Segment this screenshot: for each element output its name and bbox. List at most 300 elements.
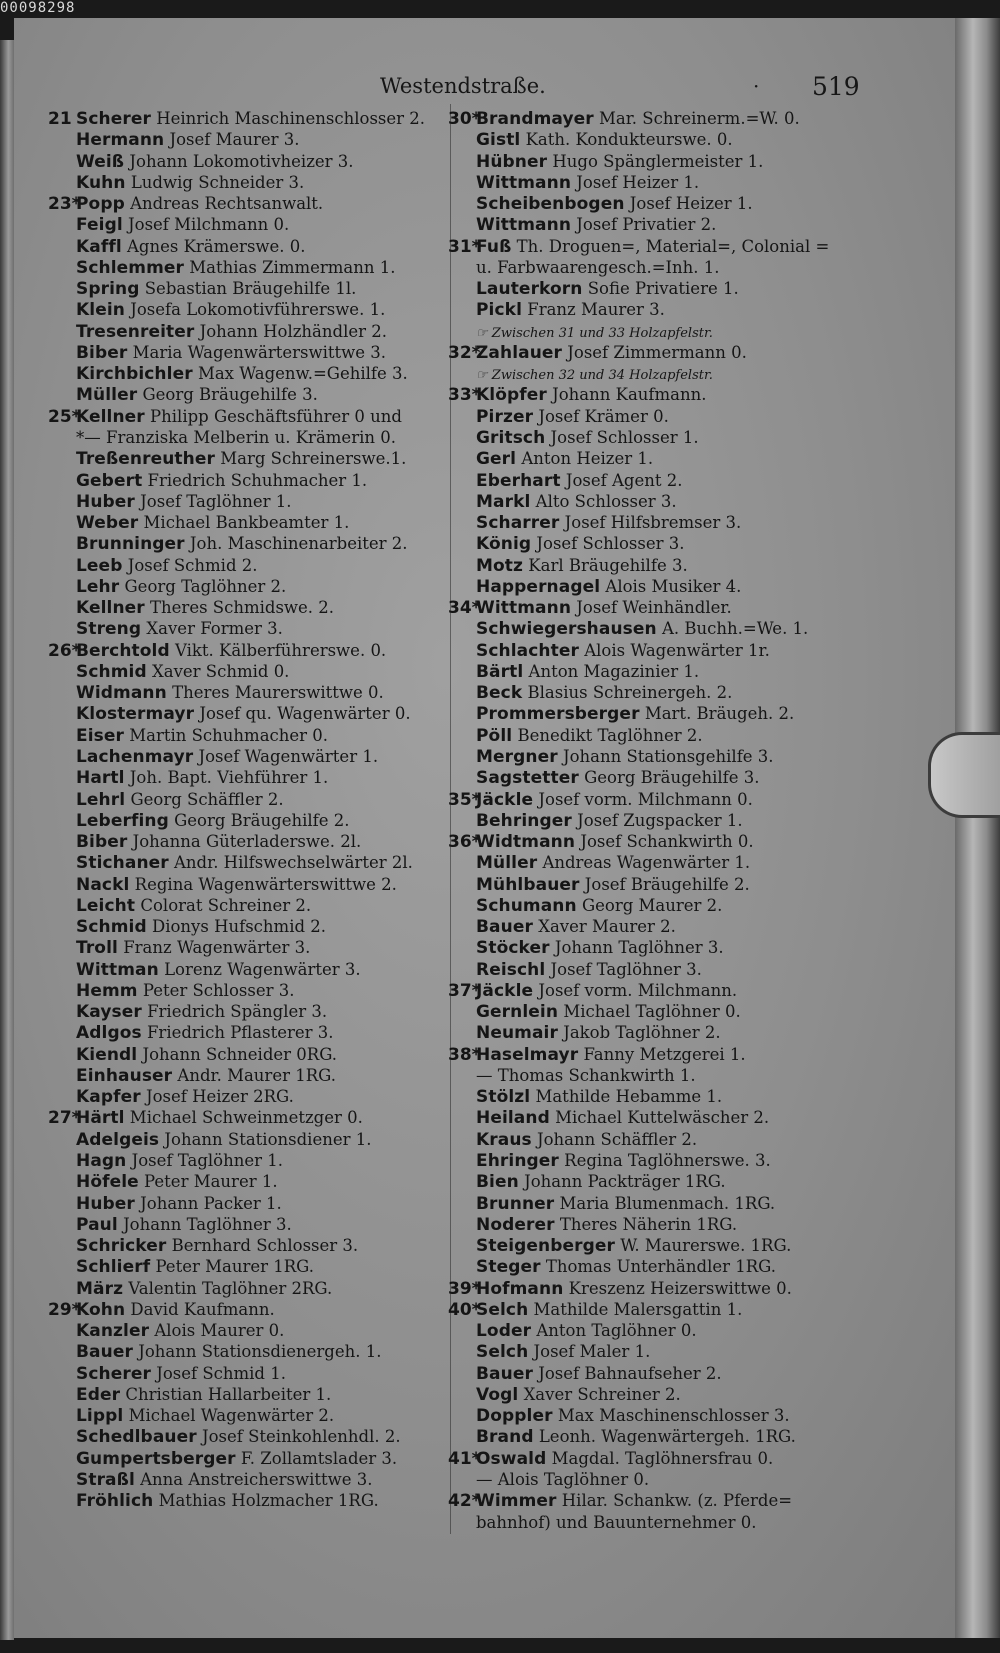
resident-surname: Troll [76,938,118,959]
resident-surname: Widmann [76,683,167,704]
resident-details: u. Farbwaarengesch.=Inh. 1. [476,257,720,277]
directory-entry [48,1129,444,1150]
house-number: 29* [48,1299,81,1320]
directory-entry [48,640,444,661]
house-number: 38* [448,1044,481,1065]
directory-entry [448,384,848,405]
resident-details: Johann Stationsgehilfe 3. [562,746,774,766]
directory-entry [48,406,444,427]
resident-details: Xaver Schmid 0. [151,661,290,681]
directory-entry [48,321,444,342]
resident-surname: Schlierf [76,1257,151,1278]
house-number: 32* [448,342,481,363]
directory-entry [448,682,848,703]
directory-entry [448,427,848,448]
directory-entry [48,703,444,724]
resident-surname: März [76,1278,124,1299]
house-number: 41* [448,1448,481,1469]
resident-surname: Wittmann [476,598,572,619]
directory-entry [48,1469,444,1490]
resident-details: Michael Taglöhner 0. [563,1002,741,1022]
resident-details: Michael Wagenwärter 2. [128,1406,335,1426]
directory-entry [448,959,848,980]
resident-surname: Leeb [76,555,123,576]
directory-entry [48,1001,444,1022]
resident-surname: Fuß [476,236,512,257]
resident-surname: Höfele [76,1172,139,1193]
resident-surname: Haselmayr [476,1044,579,1065]
directory-entry [48,1193,444,1214]
house-number: 33* [448,385,481,406]
directory-entry [48,895,444,916]
resident-surname: Motz [476,555,524,576]
resident-details: Georg Bräugehilfe 2. [174,810,350,830]
resident-surname: Neumair [476,1023,558,1044]
resident-details: Joh. Bapt. Viehführer 1. [129,768,329,788]
resident-surname: Behringer [476,810,572,831]
directory-entry [448,342,848,363]
resident-details: Johann Packer 1. [140,1193,282,1213]
resident-surname: Lehr [76,576,120,597]
directory-entry [48,491,444,512]
resident-surname: Weber [76,513,139,534]
directory-entry [448,236,848,257]
resident-details: Johann Packträger 1RG. [524,1172,726,1192]
resident-details: Xaver Schreiner 2. [523,1384,681,1404]
directory-entry [48,1363,444,1384]
previous-page-edge [0,40,14,1640]
resident-surname: Adelgeis [76,1129,160,1150]
directory-entry [448,1235,848,1256]
directory-entry [448,895,848,916]
scan-id-label: 00098298 [0,0,76,16]
directory-entry [48,533,444,554]
resident-details: Ludwig Schneider 3. [130,172,305,192]
resident-details: Alois Musiker 4. [605,576,742,596]
resident-details: Josef Privatier 2. [576,215,717,235]
resident-details: Georg Bräugehilfe 3. [142,385,318,405]
resident-details: Sebastian Bräugehilfe 1l. [144,279,357,299]
resident-details: Andr. Maurer 1RG. [177,1065,336,1085]
resident-surname: Kirchbichler [76,364,193,385]
directory-entry [448,533,848,554]
house-number: 40* [448,1299,481,1320]
resident-surname: Happernagel [476,576,601,597]
directory-entry [448,363,848,384]
directory-entry [448,576,848,597]
resident-details: Josef Hilfsbremser 3. [564,513,742,533]
directory-entry [448,1001,848,1022]
resident-details: Andreas Wagenwärter 1. [542,853,751,873]
directory-entry [48,278,444,299]
directory-entry [448,1469,848,1490]
directory-entry [48,512,444,533]
resident-details: Josef Schankwirth 0. [580,832,754,852]
directory-entry [448,874,848,895]
resident-details: Josef Wagenwärter 1. [198,746,379,766]
directory-entry [48,1490,444,1511]
directory-entry [448,746,848,767]
resident-details: Mathilde Malersgattin 1. [533,1299,743,1319]
directory-entry [448,618,848,639]
resident-surname: Kellner [76,406,145,427]
resident-details: Josef Bahnaufseher 2. [538,1363,722,1383]
directory-entry [48,1044,444,1065]
resident-details: Johann Schneider 0RG. [142,1044,338,1064]
resident-details: Mart. Bräugeh. 2. [644,704,795,724]
directory-entry [448,1107,848,1128]
directory-entry [448,1299,848,1320]
resident-surname: Leberfing [76,810,169,831]
directory-entry [448,789,848,810]
directory-entry [48,1426,444,1447]
resident-surname: Prommersberger [476,704,640,725]
resident-details: Josef Krämer 0. [538,406,669,426]
resident-surname: Mühlbauer [476,874,580,895]
directory-entry [448,129,848,150]
resident-surname: Kohn [76,1299,126,1320]
directory-entry [48,1214,444,1235]
directory-entry [48,257,444,278]
resident-surname: Spring [76,279,140,300]
resident-details: Johanna Güterladerswe. 2l. [132,832,362,852]
directory-entry [448,852,848,873]
resident-surname: Wittman [76,959,159,980]
directory-entry [48,1065,444,1086]
resident-details: Andreas Rechtsanwalt. [130,194,324,214]
resident-surname: Gumpertsberger [76,1448,236,1469]
directory-entry [48,1256,444,1277]
directory-entry [48,1086,444,1107]
directory-entry [448,916,848,937]
resident-surname: Scherer [76,109,151,129]
resident-surname: Bauer [476,917,533,938]
resident-details: Th. Droguen=, Material=, Colonial = [516,236,830,256]
resident-surname: Wittmann [476,215,572,236]
resident-details: Marg Schreinerswe.1. [220,449,407,469]
resident-surname: Kellner [76,598,145,619]
resident-surname: Gebert [76,470,143,491]
resident-surname: Müller [476,853,538,874]
directory-entry [48,618,444,639]
resident-details: A. Buchh.=We. 1. [661,619,809,639]
resident-details: Josefa Lokomotivführerswe. 1. [130,300,386,320]
house-number: 30* [448,109,481,129]
resident-surname: Oswald [476,1448,547,1469]
resident-surname: Brunner [476,1193,555,1214]
resident-surname: Hartl [76,768,125,789]
resident-details: Mathias Holzmacher 1RG. [158,1491,379,1511]
directory-entry [48,448,444,469]
resident-surname: Kiendl [76,1044,138,1065]
directory-entry [448,1256,848,1277]
directory-entry [48,682,444,703]
resident-details: Josef Taglöhner 1. [131,1151,283,1171]
directory-entry [448,1405,848,1426]
resident-surname: Scheibenbogen [476,194,625,215]
resident-surname: Treßenreuther [76,449,215,470]
resident-details: Regina Wagenwärterswittwe 2. [134,874,397,894]
resident-details: Mathilde Hebamme 1. [535,1087,723,1107]
directory-entry [48,1171,444,1192]
resident-details: Jakob Taglöhner 2. [563,1023,721,1043]
directory-entry [448,1044,848,1065]
resident-details: Anton Taglöhner 0. [536,1321,697,1341]
directory-entry [448,1171,848,1192]
directory-entry [448,278,848,299]
resident-surname: Selch [476,1342,529,1363]
page-edge-stack [955,18,1000,1638]
resident-surname: Pöll [476,725,513,746]
resident-surname: Doppler [476,1406,553,1427]
resident-surname: Lauterkorn [476,279,583,300]
resident-surname: Hübner [476,151,548,172]
resident-surname: Noderer [476,1214,555,1235]
directory-entry [448,214,848,235]
house-number: 31* [448,236,481,257]
resident-details: Peter Maurer 1. [144,1172,278,1192]
house-number: 42* [448,1491,481,1512]
resident-details: Thomas Unterhändler 1RG. [545,1257,777,1277]
house-number: 26* [48,640,81,661]
resident-surname: Leicht [76,895,136,916]
directory-entry [448,831,848,852]
resident-details: bahnhof) und Bauunternehmer 0. [476,1512,757,1532]
resident-surname: Brand [476,1427,534,1448]
directory-entry [48,576,444,597]
directory-entry [448,257,848,278]
resident-details: Josef Heizer 1. [576,172,700,192]
resident-surname: Bärtl [476,661,524,682]
resident-surname: König [476,534,532,555]
resident-details: Maria Blumenmach. 1RG. [559,1193,776,1213]
resident-surname: Selch [476,1299,529,1320]
resident-details: Johann Stationsdiener 1. [164,1129,372,1149]
resident-surname: Sagstetter [476,768,579,789]
resident-surname: Kraus [476,1129,532,1150]
directory-entry [448,151,848,172]
resident-details: Alto Schlosser 3. [535,491,677,511]
directory-entry [48,1448,444,1469]
cross-street-note: ☞ Zwischen 31 und 33 Holzapfelstr. [476,325,713,341]
resident-surname: Klein [76,300,125,321]
resident-details: Michael Schweinmetzger 0. [129,1108,363,1128]
resident-surname: Weiß [76,151,125,172]
resident-surname: Bien [476,1172,519,1193]
resident-details: Christian Hallarbeiter 1. [125,1384,332,1404]
directory-entry [48,108,444,129]
resident-details: Fanny Metzgerei 1. [583,1044,746,1064]
directory-entry [448,725,848,746]
directory-entry [48,852,444,873]
resident-surname: Lehrl [76,789,126,810]
resident-surname: Lachenmayr [76,746,194,767]
directory-entry [448,108,848,129]
resident-surname: Vogl [476,1384,519,1405]
directory-entry [448,703,848,724]
resident-details: Johann Taglöhner 3. [554,938,724,958]
resident-details: Josef Weinhändler. [576,598,732,618]
resident-surname: Pirzer [476,406,534,427]
resident-surname: Nackl [76,874,130,895]
directory-entry [448,1129,848,1150]
resident-details: Xaver Maurer 2. [538,917,676,937]
cross-street-note: ☞ Zwischen 32 und 34 Holzapfelstr. [476,368,713,384]
directory-entry [448,172,848,193]
directory-entry [448,512,848,533]
directory-entry [448,1448,848,1469]
resident-surname: Schedlbauer [76,1427,197,1448]
resident-details: Vikt. Kälberführerswe. 0. [175,640,387,660]
resident-surname: Steger [476,1257,541,1278]
directory-entry [448,1490,848,1511]
directory-entry [448,1320,848,1341]
page-header-street: Westendstraße. [380,74,546,98]
resident-surname: Straßl [76,1470,135,1490]
resident-surname: Reischl [476,959,546,980]
directory-entry [448,1150,848,1171]
resident-surname: Steigenberger [476,1236,615,1257]
directory-entry [48,151,444,172]
resident-surname: Feigl [76,215,123,236]
directory-entry [448,640,848,661]
directory-entry [448,1512,848,1533]
directory-entry [48,193,444,214]
resident-details: Sofie Privatiere 1. [587,279,739,299]
directory-entry [448,193,848,214]
directory-entry [448,937,848,958]
directory-entry [448,810,848,831]
directory-entry [48,1278,444,1299]
house-number: 27* [48,1108,81,1129]
resident-details: F. Zollamtslader 3. [240,1448,398,1468]
resident-details: Valentin Taglöhner 2RG. [128,1278,333,1298]
resident-details: Friedrich Spängler 3. [147,1002,328,1022]
directory-entry [48,1299,444,1320]
resident-details: Regina Taglöhnerswe. 3. [564,1151,771,1171]
directory-entry [448,1384,848,1405]
directory-entry [48,555,444,576]
resident-details: Hilar. Schankw. (z. Pferde= [561,1491,793,1511]
resident-details: Dionys Hufschmid 2. [151,917,327,937]
directory-entry [48,1150,444,1171]
resident-details: Max Maschinenschlosser 3. [557,1406,790,1426]
resident-surname: Brandmayer [476,109,594,129]
directory-entry [448,1086,848,1107]
directory-entry [48,980,444,1001]
resident-details: Josef Schmid 2. [127,555,258,575]
directory-entry [48,661,444,682]
resident-surname: Hemm [76,980,138,1001]
resident-surname: Markl [476,491,531,512]
resident-details: David Kaufmann. [130,1299,275,1319]
resident-details: Xaver Former 3. [146,619,283,639]
directory-entry [48,874,444,895]
resident-details: Joh. Maschinenarbeiter 2. [189,534,408,554]
resident-surname: Fröhlich [76,1491,154,1512]
resident-surname: Popp [76,194,125,215]
resident-details: Theres Maurerswittwe 0. [172,683,384,703]
directory-entry [48,789,444,810]
directory-entry [48,1107,444,1128]
resident-details: Josef Schlosser 1. [550,427,699,447]
page-number: 519 [812,72,860,101]
directory-entry [448,767,848,788]
house-number: 37* [448,980,481,1001]
resident-surname: Stichaner [76,853,169,874]
resident-surname: Klostermayr [76,704,195,725]
directory-entry [448,1426,848,1447]
resident-details: Hugo Spänglermeister 1. [552,151,764,171]
resident-details: Lorenz Wagenwärter 3. [164,959,361,979]
resident-details: Benedikt Taglöhner 2. [517,725,703,745]
resident-details: Johann Lokomotivheizer 3. [129,151,354,171]
directory-entry [448,1193,848,1214]
resident-details: Josef Taglöhner 3. [550,959,702,979]
resident-details: Josef qu. Wagenwärter 0. [199,704,411,724]
resident-surname: Schumann [476,895,577,916]
resident-surname: Scherer [76,1363,151,1384]
resident-surname: Beck [476,683,523,704]
directory-entry [448,406,848,427]
resident-details: Max Wagenw.=Gehilfe 3. [197,364,408,384]
resident-surname: Härtl [76,1108,125,1129]
resident-details: Anna Anstreicherswittwe 3. [140,1470,373,1489]
resident-details: — Thomas Schankwirth 1. [476,1065,696,1085]
resident-surname: Kapfer [76,1087,141,1108]
resident-details: Anton Magazinier 1. [528,661,700,681]
directory-entry [48,746,444,767]
resident-details: Karl Bräugehilfe 3. [528,555,688,575]
directory-entry [448,1278,848,1299]
directory-entry [48,937,444,958]
resident-surname: Streng [76,619,142,640]
resident-surname: Biber [76,832,128,853]
resident-surname: Wittmann [476,172,572,193]
resident-surname: Kanzler [76,1321,150,1342]
resident-details: *— Franziska Melberin u. Krämerin 0. [76,427,396,447]
resident-details: Michael Kuttelwäscher 2. [555,1108,770,1128]
directory-entry [448,1214,848,1235]
directory-entry [448,555,848,576]
resident-surname: Gistl [476,130,521,151]
right-column [448,108,848,1533]
directory-entry [48,384,444,405]
resident-surname: Loder [476,1321,532,1342]
left-column [48,108,444,1512]
resident-surname: Huber [76,491,135,512]
resident-surname: Kayser [76,1002,142,1023]
resident-surname: Müller [76,385,138,406]
resident-surname: Schricker [76,1236,167,1257]
resident-details: Georg Taglöhner 2. [124,576,287,596]
resident-surname: Berchtold [76,640,170,661]
resident-details: — Alois Taglöhner 0. [476,1470,650,1489]
resident-details: Martin Schuhmacher 0. [129,725,329,745]
resident-details: Josef Zimmermann 0. [567,342,747,362]
directory-entry [48,172,444,193]
resident-surname: Zahlauer [476,342,563,363]
resident-details: Magdal. Taglöhnersfrau 0. [551,1448,774,1468]
directory-entry [48,299,444,320]
resident-surname: Hofmann [476,1278,564,1299]
resident-surname: Jäckle [476,980,534,1001]
directory-entry [448,321,848,342]
resident-details: Josef Schmid 1. [156,1363,286,1383]
resident-details: Josef Heizer 1. [629,194,753,214]
paper-clip [928,732,1000,818]
resident-details: Theres Schmidswe. 2. [150,598,335,618]
